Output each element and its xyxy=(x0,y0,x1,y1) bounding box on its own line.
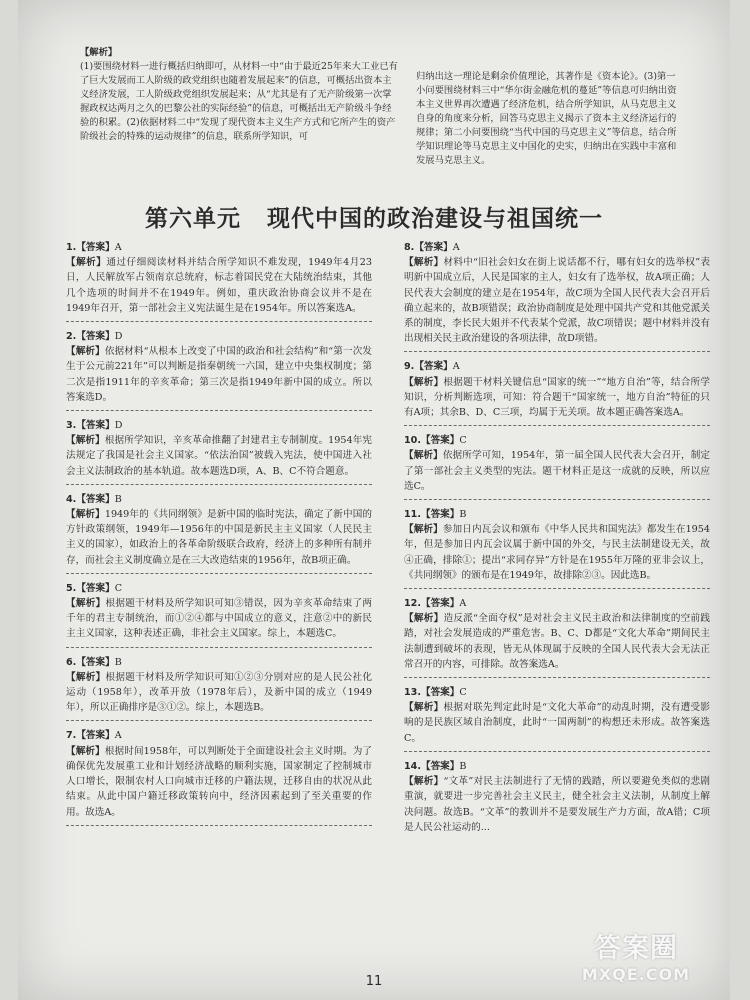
analysis-label: 【解析】 xyxy=(404,450,443,462)
answer-value: B xyxy=(114,493,122,505)
answer-value: C xyxy=(114,582,123,594)
item-number: 8. xyxy=(404,242,415,253)
analysis-text: 1949年的《共同纲领》是新中国的临时宪法，确定了新中国的方针政策纲领，1949年—1956年的中国是新民主主义国家（人民民主主义的国家），如政治上的各革命阶级联合政府，经济上的多种所有制并存，而社会主义制度确立是在三大改造结束的1956年，故B项正确。 xyxy=(66,509,372,566)
analysis-label: 【解析】 xyxy=(66,257,107,269)
analysis-text: 根据题干材料及所学知识可知①②③分别对应的是人民公社化运动（1958年），改革开放（1978年后），及新中国的成立（1949年），所以正确排序是③①②。综上，本题选B。 xyxy=(66,671,373,714)
answer-label: 【答案】 xyxy=(421,760,460,772)
answer-label: 【答案】 xyxy=(76,582,115,594)
answer-item-14 xyxy=(404,759,710,840)
answer-value: A xyxy=(452,361,460,373)
answer-label: 【答案】 xyxy=(76,656,115,668)
answer-value: A xyxy=(459,598,467,610)
answer-item-3 xyxy=(66,418,372,485)
analysis-label: 【解析】 xyxy=(66,346,105,358)
answer-item-5 xyxy=(66,581,372,648)
answer-label: 【答案】 xyxy=(414,242,453,253)
answer-label: 【答案】 xyxy=(421,687,460,699)
answer-label: 【答案】 xyxy=(421,598,460,610)
book-page xyxy=(18,0,730,1000)
answer-label: 【答案】 xyxy=(76,730,115,742)
answer-value: D xyxy=(114,420,123,432)
watermark-line-1: 答案圈 xyxy=(594,933,678,964)
answer-label: 【答案】 xyxy=(421,435,460,447)
item-number: 14. xyxy=(404,760,421,772)
answer-item-10 xyxy=(404,433,710,500)
answer-label: 【答案】 xyxy=(76,493,115,505)
analysis-text: 根据所学知识，辛亥革命推翻了封建君主专制制度。1954年宪法规定了我国是社会主义国家。“依法治国”被载入宪法，使中国进入社会主义法制政治的基本轨道。故本题选D项，A、B、C不符合题意。 xyxy=(66,435,372,477)
answer-label: 【答案】 xyxy=(76,242,115,253)
analysis-text: 根据时间1958年，可以判断处于全面建设社会主义时期。为了确保优先发展重工业和计划经济战略的顺利实施，国家制定了控制城市人口增长，限制农村人口向城市迁移的户籍法规，迁移自由的状况从此结束。从此中国户籍迁移政策转向中，经济因素起到了至关重要的作用。故选A。 xyxy=(66,745,372,818)
continued-analysis-right xyxy=(416,70,684,168)
analysis-label: 【解析】 xyxy=(66,745,105,757)
item-number: 1. xyxy=(66,242,77,253)
analysis-label: 【解析】 xyxy=(66,435,105,447)
unit-title xyxy=(18,200,730,233)
answer-value: D xyxy=(114,331,123,343)
answer-label: 【答案】 xyxy=(76,331,115,343)
answer-value: B xyxy=(459,509,467,521)
answer-item-8 xyxy=(404,240,710,352)
analysis-text: 依据所学可知，1954年，第一届全国人民代表大会召开，制定了第一部社会主义类型的宪法。题干材料正是这一成就的反映，所以应选C。 xyxy=(404,450,710,492)
item-number: 6. xyxy=(66,656,77,668)
continued-analysis xyxy=(80,46,680,196)
analysis-label: 【解析】 xyxy=(404,702,444,714)
item-number: 12. xyxy=(404,598,421,610)
answer-value: C xyxy=(459,687,467,699)
analysis-label: 【解析】 xyxy=(66,598,106,610)
answer-value: C xyxy=(459,435,467,447)
analysis-label: 【解析】 xyxy=(404,524,443,536)
item-number: 4. xyxy=(66,493,77,505)
analysis-label: 【解析】 xyxy=(404,776,444,788)
analysis-text: 根据对联先判定此时是“文化大革命”的动乱时期，没有遭受影响的是民族区域自治制度，此时“一国两制”的构想还未形成。故答案选C。 xyxy=(404,702,711,744)
analysis-text: 依据材料“从根本上改变了中国的政治和社会结构”和“第一次发生于公元前221年”可以判断是指秦朝统一六国，建立中央集权制度；第二次是指1911年的辛亥革命；第三次是指1949年新中国的成立。所以答案选D。 xyxy=(66,346,372,403)
analysis-text: 参加日内瓦会议和颁布《中华人民共和国宪法》都发生在1954年，但是参加日内瓦会议属于新中国的外交，与民主法制建设无关，故④正确，排除①；提出“求同存异”方针是在1955年万隆的亚非会议上，《共同纲领》的颁布是在1949年，故排除②③。因此选B。 xyxy=(404,524,710,581)
analysis-label: 【解析】 xyxy=(66,671,106,683)
answer-value: A xyxy=(114,242,122,253)
item-number: 3. xyxy=(66,420,77,432)
item-number: 11. xyxy=(404,509,421,521)
item-number: 5. xyxy=(66,582,77,594)
analysis-text-left: (1)要围绕材料一进行概括归纳即可，从材料一中“由于最近25年来大工业已有了巨大发展而工人阶级的政党组织也随着发展起来”的信息，可概括出资本主义经济发展，工人阶级政党组织发展起来；从“尤其是有了无产阶级第一次掌握政权达两月之久的巴黎公社的实际经验”的信息，可概括出无产阶级斗争经验的积累。(2)依据材料二中“发现了现代资本主义生产方式和它所产生的资产阶级社会的特殊的运动规律”的信息，联系所学知识，可 xyxy=(80,61,398,142)
answer-value: B xyxy=(114,656,122,668)
analysis-text: “文革”对民主法制进行了无情的践踏，所以要避免类似的悲剧重演，就要进一步完善社会主义民主，健全社会主义法制，从制度上解决问题。故选B。“文革”的教训并不是要发展生产力方面，故A错；C项是人民公社运动的... xyxy=(404,776,711,833)
item-number: 13. xyxy=(404,687,421,699)
item-number: 7. xyxy=(66,730,77,742)
answer-value: A xyxy=(452,242,460,253)
unit-number: 第六单元 xyxy=(145,205,241,232)
answer-item-13 xyxy=(404,685,710,752)
analysis-text: 通过仔细阅读材料并结合所学知识不难发现，1949年4月23日，人民解放军占领南京总统府，标志着国民党在大陆统治结束，其他几个选项的时间并不在1949年。例如，重庆政治协商会议并不是在1949年召开，第一部社会主义宪法诞生是在1954年。所以答案选A。 xyxy=(66,257,373,314)
page-number: 11 xyxy=(365,974,383,989)
analysis-label: 【解析】 xyxy=(66,509,105,521)
analysis-text-right: 归纳出这一理论是剩余价值理论，其著作是《资本论》。(3)第一小问要围绕材料三中“华尔街金融危机的蔓延”等信息可归纳出资本主义世界再次遭遇了经济危机，结合所学知识，从马克思主义自身的角度来分析，回答马克思主义揭示了资本主义经济运行的规律；第二小问要围绕“当代中国的马克思主义”等信息，结合所学知识理论等马克思主义中国化的史实，归纳出在实践中丰富和发展马克思主义。 xyxy=(416,71,677,166)
analysis-tag: 【解析】 xyxy=(80,47,118,58)
item-number: 10. xyxy=(404,435,421,447)
analysis-text: 根据题干材料关键信息“国家的统一”“地方自治”等，结合所学知识，分析判断选项，可知：符合题干“国家统一，地方自治”特征的只有A项；其余B、D、C三项，均属于无关项。故本题正确答案选A。 xyxy=(404,376,711,419)
unit-name: 现代中国的政治建设与祖国统一 xyxy=(267,205,603,232)
analysis-text: 根据题干材料及所学知识可知③错误，因为辛亥革命结束了两千年的君主专制统治，而①②④都与中国成立的意义，注意②中的新民主主义国家，这种表述正确，非社会主义国家。综上，本题选C。 xyxy=(66,598,373,640)
answer-item-11 xyxy=(404,507,710,589)
right-column xyxy=(404,240,710,847)
answer-item-12 xyxy=(404,596,710,678)
analysis-text: 材料中“旧社会妇女在街上说话都不行，哪有妇女的选举权”表明新中国成立后，人民是国家的主人，妇女有了选举权，故A项正确；人民代表大会制度的建立是在1954年，故C项为全国人民代表大会召开后确立起来的，故B项错误；政治协商制度是处理中国共产党和其他党派关系的制度，李长民大姐并不代表某个党派，故C项错误；题中材料并没有出现相关民主政治建设的各项法律，故D项错。 xyxy=(404,257,711,345)
watermark-line-2: MXQE.COM xyxy=(581,965,691,984)
analysis-label: 【解析】 xyxy=(404,613,444,625)
answer-label: 【答案】 xyxy=(76,420,115,432)
answer-item-4 xyxy=(66,492,372,574)
answer-label: 【答案】 xyxy=(414,361,453,373)
answer-item-7 xyxy=(66,728,372,825)
continued-analysis-left xyxy=(80,46,398,144)
answer-item-2 xyxy=(66,329,372,411)
analysis-label: 【解析】 xyxy=(404,376,444,388)
site-watermark xyxy=(566,926,706,984)
item-number: 2. xyxy=(66,331,77,343)
analysis-text: 造反派“全面夺权”是对社会主义民主政治和法律制度的空前践踏，对社会发展造成的严重危害。B、C、D都是“文化大革命”期间民主法制遭到破坏的表现，皆无从体现属于反映的全国人民代表大会无法正常召开的内容，可排除。故答案选A。 xyxy=(404,613,711,670)
left-column xyxy=(66,240,372,833)
answer-item-1 xyxy=(66,240,372,322)
answer-item-6 xyxy=(66,655,372,722)
answer-value: A xyxy=(114,730,122,742)
answer-item-9 xyxy=(404,359,710,426)
item-number: 9. xyxy=(404,361,415,373)
analysis-label: 【解析】 xyxy=(404,257,444,269)
answer-value: B xyxy=(459,760,467,772)
answer-label: 【答案】 xyxy=(421,509,460,521)
